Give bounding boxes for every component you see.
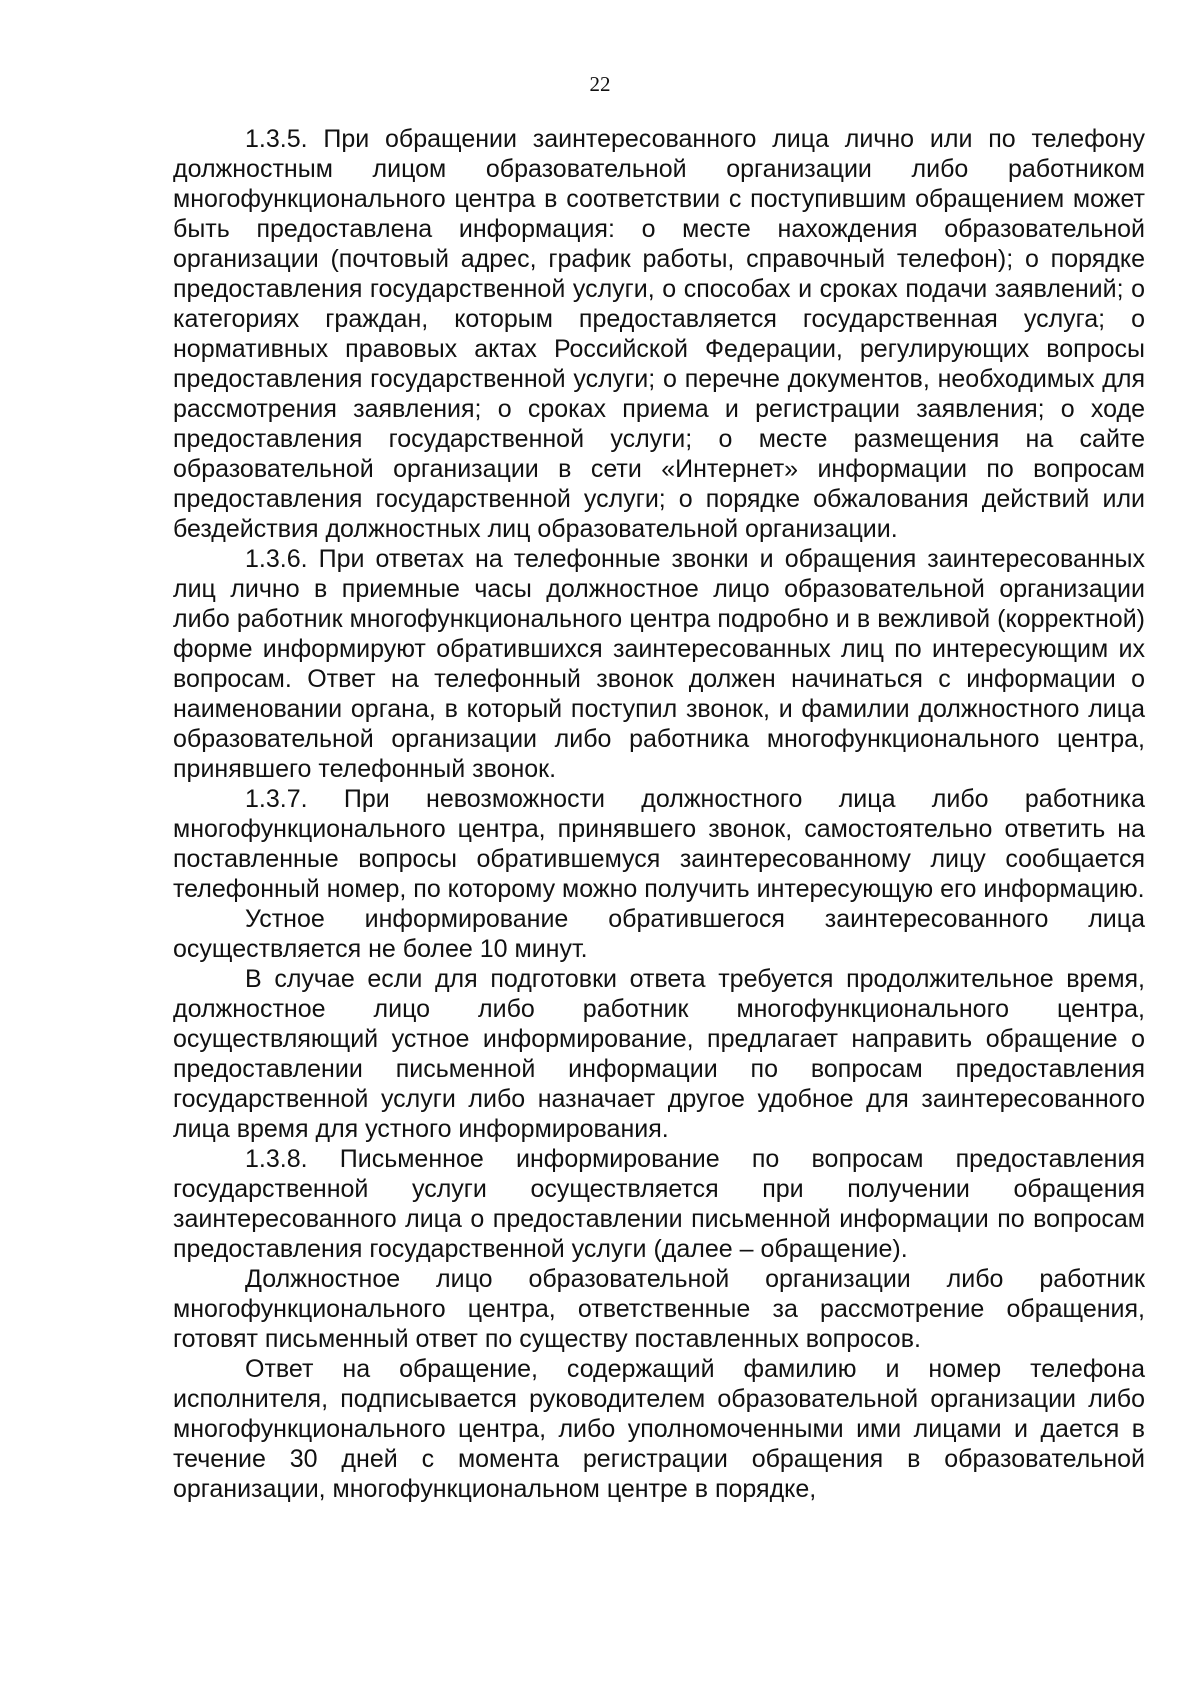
paragraph-1-3-6: 1.3.6. При ответах на телефонные звонки и обращения заинтересованных лиц лично в приемные часы должностное лицо образовательной организации либо работник многофункционального центра подробно и в вежливой (корректной) форме информируют обратившихся заинтересованных лиц по интересующим их вопросам. Ответ на телефонный звонок должен начинаться с информации о наименовании органа, в который поступил звонок, и фамилии должностного лица образовательной организации либо работника многофункционального центра, принявшего телефонный звонок. [173,545,1145,783]
paragraph-answer-signing: Ответ на обращение, содержащий фамилию и номер телефона исполнителя, подписывается руководителем образовательной организации либо многофункционального центра, либо уполномоченными ими лицами и дается в течение 30 дней с момента регистрации обращения в образовательной организации, многофункциональном центре в порядке, [173,1355,1145,1503]
page-number: 22 [589,72,611,96]
paragraph-written-answer-prep: Должностное лицо образовательной организации либо работник многофункционального центра, ответственные за рассмотрение обращения, готовят письменный ответ по существу поставленных вопросов. [173,1265,1145,1353]
paragraph-1-3-8: 1.3.8. Письменное информирование по вопросам предоставления государственной услуги осуществляется при получении обращения заинтересованного лица о предоставлении письменной информации по вопросам предоставления государственной услуги (далее – обращение). [173,1145,1145,1263]
paragraph-long-answer: В случае если для подготовки ответа требуется продолжительное время, должностное лицо либо работник многофункционального центра, осуществляющий устное информирование, предлагает направить обращение о предоставлении письменной информации по вопросам предоставления государственной услуги либо назначает другое удобное для заинтересованного лица время для устного информирования. [173,965,1145,1143]
paragraph-1-3-5: 1.3.5. При обращении заинтересованного лица лично или по телефону должностным лицом образовательной организации либо работником многофункционального центра в соответствии с поступившим обращением может быть предоставлена информация: о месте нахождения образовательной организации (почтовый адрес, график работы, справочный телефон); о порядке предоставления государственной услуги, о способах и сроках подачи заявлений; о категориях граждан, которым предоставляется государственная услуга; о нормативных правовых актах Российской Федерации, регулирующих вопросы предоставления государственной услуги; о перечне документов, необходимых для рассмотрения заявления; о сроках приема и регистрации заявления; о ходе предоставления государственной услуги; о месте размещения на сайте образовательной организации в сети «Интернет» информации по вопросам предоставления государственной услуги; о порядке обжалования действий или бездействия должностных лиц образовательной организации. [173,125,1145,543]
paragraph-1-3-7: 1.3.7. При невозможности должностного лица либо работника многофункционального центра, принявшего звонок, самостоятельно ответить на поставленные вопросы обратившемуся заинтересованному лицу сообщается телефонный номер, по которому можно получить интересующую его информацию. [173,785,1145,903]
document-body [173,124,1145,1504]
paragraph-oral-info-duration: Устное информирование обратившегося заинтересованного лица осуществляется не более 10 минут. [173,905,1145,963]
